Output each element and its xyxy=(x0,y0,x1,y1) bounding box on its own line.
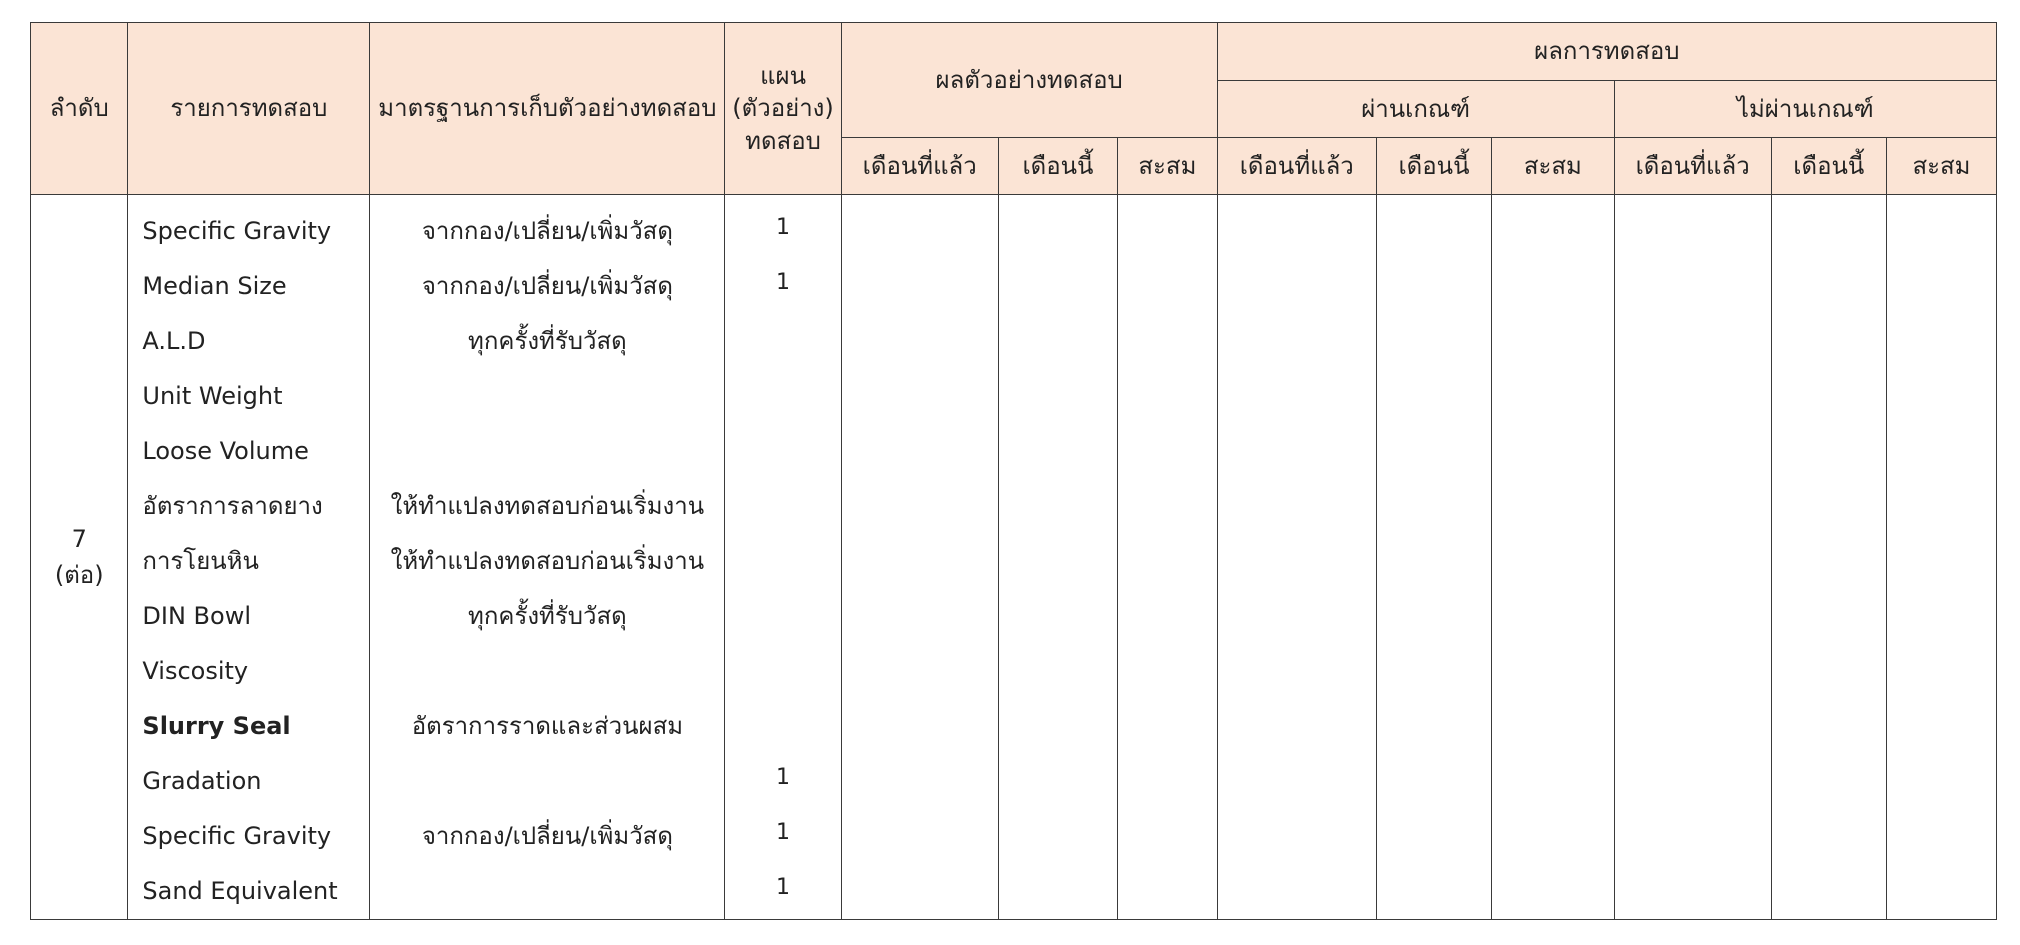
header-plan: แผน (ตัวอย่าง) ทดสอบ xyxy=(725,23,841,195)
sampling-standard-label xyxy=(370,369,724,424)
header-fail-last-month: เดือนที่แล้ว xyxy=(1614,138,1771,195)
sampling-standard-label: ทุกครั้งที่รับวัสดุ xyxy=(468,602,627,630)
test-item-label: อัตราการลาดยาง xyxy=(142,492,323,520)
header-seq: ลำดับ xyxy=(31,23,128,195)
header-test-results: ผลการทดสอบ xyxy=(1217,23,1996,81)
table-body xyxy=(31,195,1997,920)
plan-value: 1 xyxy=(776,270,791,295)
sample-this-month-cell[interactable] xyxy=(998,195,1117,920)
test-item-label: Sand Equivalent xyxy=(142,877,338,905)
sampling-standard-label: ทุกครั้งที่รับวัสดุ xyxy=(468,327,627,355)
plan-value xyxy=(725,699,840,754)
plan-value xyxy=(725,589,840,644)
header-sample-cumulative: สะสม xyxy=(1118,138,1218,195)
plan-value xyxy=(725,534,840,589)
test-item-label: Gradation xyxy=(142,767,262,795)
standard-column xyxy=(370,195,725,920)
sampling-standard-label xyxy=(370,424,724,479)
test-item-label: Slurry Seal xyxy=(142,712,291,740)
header-sample-this-month: เดือนนี้ xyxy=(998,138,1117,195)
fail-cumulative-cell[interactable] xyxy=(1886,195,1996,920)
table-header xyxy=(31,23,1997,195)
plan-value xyxy=(725,479,840,534)
sampling-standard-label: ให้ทำแปลงทดสอบก่อนเริ่มงาน xyxy=(390,492,705,520)
test-item-label: Viscosity xyxy=(142,657,249,685)
item-column xyxy=(128,195,370,920)
header-sample-results: ผลตัวอย่างทดสอบ xyxy=(841,23,1217,138)
test-item-label: A.L.D xyxy=(142,327,206,355)
sample-cumulative-cell[interactable] xyxy=(1118,195,1218,920)
header-item: รายการทดสอบ xyxy=(128,23,370,195)
sample-last-month-cell[interactable] xyxy=(841,195,998,920)
header-fail-cumulative: สะสม xyxy=(1886,138,1996,195)
test-item-label: การโยนหิน xyxy=(142,547,259,575)
fail-last-month-cell[interactable] xyxy=(1614,195,1771,920)
sampling-standard-label: จากกอง/เปลี่ยน/เพิ่มวัสดุ xyxy=(421,822,673,850)
group-seq: 7 (ต่อ) xyxy=(31,195,128,920)
test-item-label: Loose Volume xyxy=(142,437,309,465)
plan-value: 1 xyxy=(776,875,791,900)
test-results-table xyxy=(30,22,1997,920)
sampling-standard-label: ให้ทำแปลงทดสอบก่อนเริ่มงาน xyxy=(390,547,705,575)
plan-value xyxy=(725,644,840,699)
plan-column xyxy=(725,195,841,920)
header-pass-this-month: เดือนนี้ xyxy=(1376,138,1491,195)
sampling-standard-label: จากกอง/เปลี่ยน/เพิ่มวัสดุ xyxy=(421,272,673,300)
header-pass-cumulative: สะสม xyxy=(1492,138,1615,195)
header-sample-last-month: เดือนที่แล้ว xyxy=(841,138,998,195)
pass-cumulative-cell[interactable] xyxy=(1492,195,1615,920)
plan-value xyxy=(725,369,840,424)
pass-this-month-cell[interactable] xyxy=(1376,195,1491,920)
plan-value: 1 xyxy=(776,820,791,845)
test-item-label: Unit Weight xyxy=(142,382,283,410)
plan-value xyxy=(725,424,840,479)
test-item-label: Median Size xyxy=(142,272,287,300)
sampling-standard-label xyxy=(370,864,724,919)
sampling-standard-label xyxy=(370,644,724,699)
test-item-label: DIN Bowl xyxy=(142,602,251,630)
sampling-standard-label xyxy=(370,754,724,809)
fail-this-month-cell[interactable] xyxy=(1771,195,1886,920)
sampling-standard-label: จากกอง/เปลี่ยน/เพิ่มวัสดุ xyxy=(421,217,673,245)
plan-value: 1 xyxy=(776,765,791,790)
header-fail-this-month: เดือนนี้ xyxy=(1771,138,1886,195)
sampling-standard-label: อัตราการราดและส่วนผสม xyxy=(411,712,684,740)
test-item-label: Specific Gravity xyxy=(142,822,332,850)
header-pass: ผ่านเกณฑ์ xyxy=(1217,81,1614,138)
pass-last-month-cell[interactable] xyxy=(1217,195,1376,920)
header-standard: มาตรฐานการเก็บตัวอย่างทดสอบ xyxy=(370,23,725,195)
header-pass-last-month: เดือนที่แล้ว xyxy=(1217,138,1376,195)
test-item-label: Specific Gravity xyxy=(142,217,332,245)
plan-value: 1 xyxy=(776,215,791,240)
plan-value xyxy=(725,314,840,369)
header-fail: ไม่ผ่านเกณฑ์ xyxy=(1614,81,1996,138)
